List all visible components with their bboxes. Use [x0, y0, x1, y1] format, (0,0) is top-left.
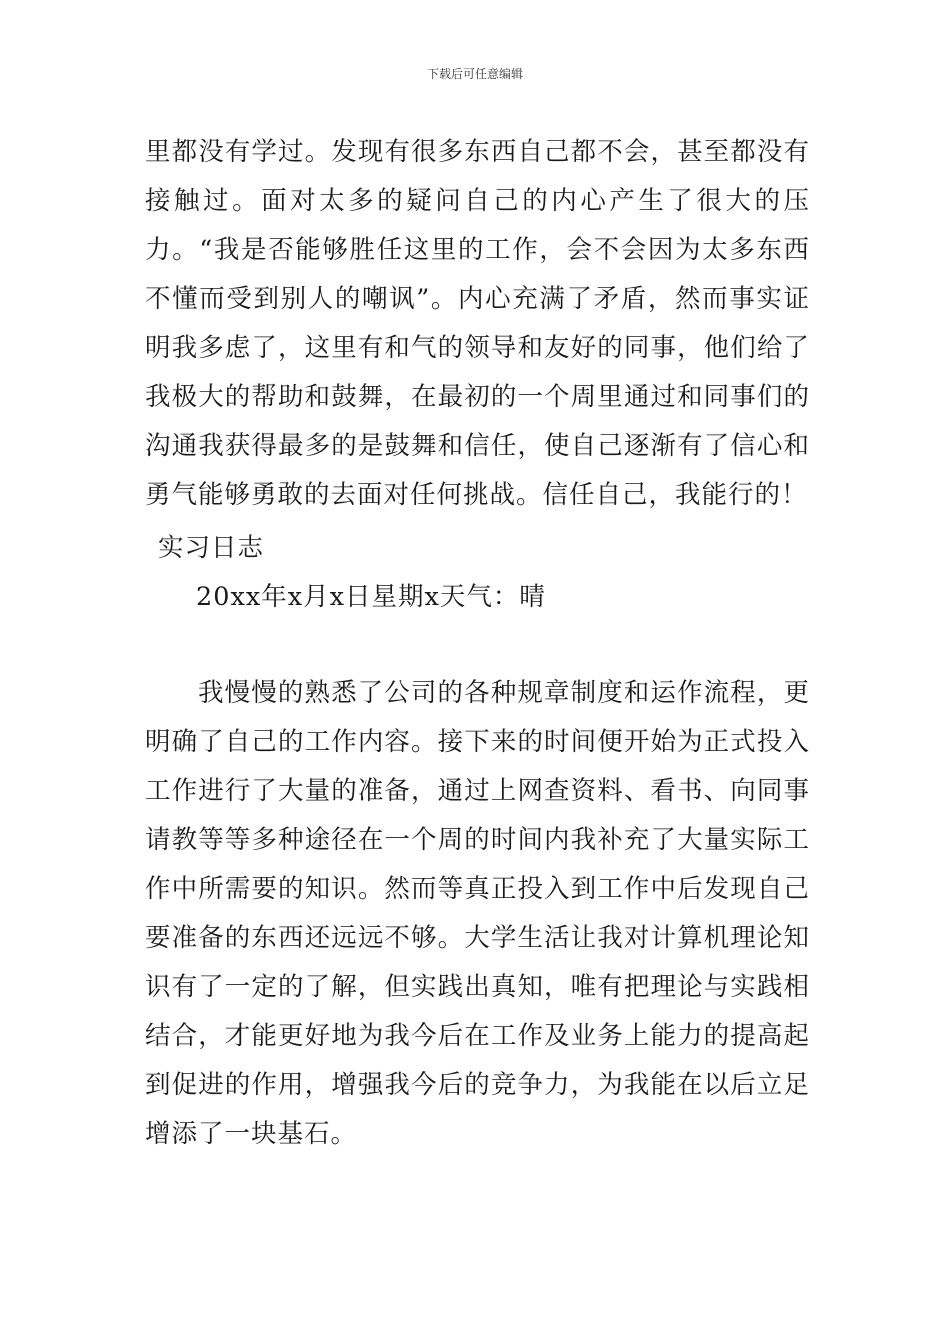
- journal-paragraph: 我慢慢的熟悉了公司的各种规章制度和运作流程，更明确了自己的工作内容。接下来的时间便开始为正式投入工作进行了大量的准备，通过上网查资料、看书、向同事请教等等多种途径在一个周的时间内我补充了大量实际工作中所需要的知识。然而等真正投入到工作中后发现自己要准备的东西还远远不够。大学生活让我对计算机理论知识有了一定的了解，但实践出真知，唯有把理论与实践相结合，才能更好地为我今后在工作及业务上能力的提高起到促进的作用，增强我今后的竞争力，为我能在以后立足增添了一块基石。: [145, 678, 810, 1149]
- date-weather-line: 20xx年x月x日星期x天气：晴: [196, 582, 546, 612]
- page-header: 下载后可任意编辑: [426, 67, 523, 81]
- paragraph-continued: 里都没有学过。发现有很多东西自己都不会，甚至都没有接触过。面对太多的疑问自己的内心产生了很大的压力。“我是否能够胜任这里的工作，会不会因为太多东西不懂而受到别人的嘲讽”。内心充满了矛盾，然而事实证明我多虑了，这里有和气的领导和友好的同事，他们给了我极大的帮助和鼓舞，在最初的一个周里通过和同事们的沟通我获得最多的是鼓舞和信任，使自己逐渐有了信心和勇气能够勇敢的去面对任何挑战。信任自己，我能行的！: [145, 137, 810, 510]
- section-title: 实习日志: [158, 533, 265, 563]
